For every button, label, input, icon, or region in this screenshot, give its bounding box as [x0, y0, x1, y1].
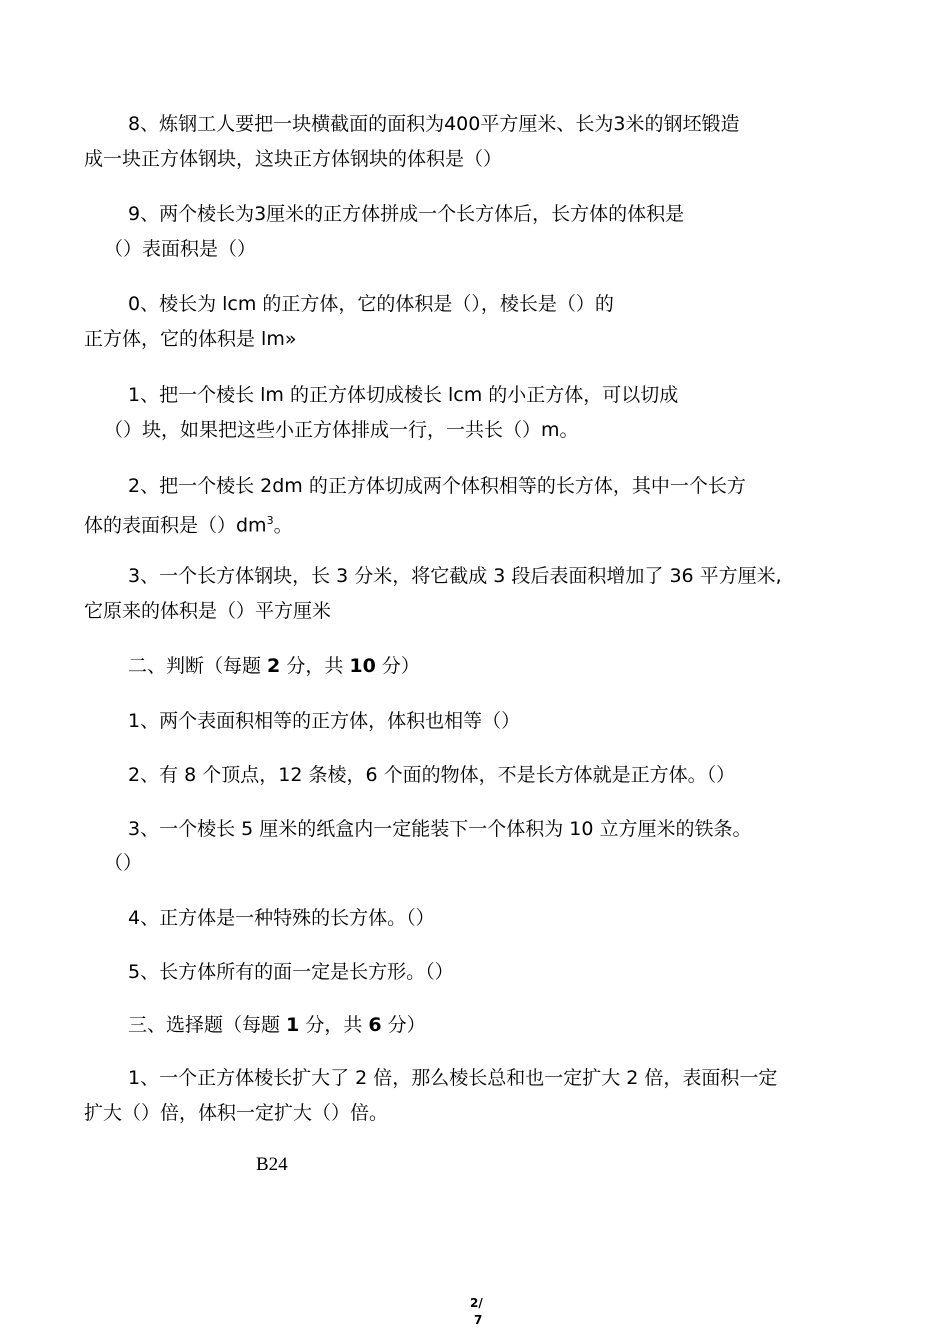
judge-item-4: 4、正方体是一种特殊的长方体。（）	[128, 907, 435, 929]
judge-item-2: 2、有 8 个顶点，12 条棱，6 个面的物体，不是长方体就是正方体。（）	[128, 764, 736, 786]
question-12-line-1: 2、把一个棱长 2dm 的正方体切成两个体积相等的长方体，其中一个长方	[128, 475, 746, 497]
question-12-line-2-text: 体的表面积是（）dm	[84, 514, 267, 537]
choice-heading-mid: 分，共	[299, 1014, 369, 1036]
choice-heading-total: 6	[368, 1014, 382, 1036]
judge-item-3: 3、一个棱长 5 厘米的纸盒内一定能装下一个体积为 10 立方厘米的铁条。	[128, 818, 752, 840]
choice-heading-post: 分）	[381, 1014, 426, 1036]
page-number-current: 2/	[470, 1296, 483, 1310]
question-9-line-2: （）表面积是（）	[104, 238, 257, 260]
question-13-line-2: 它原来的体积是（）平方厘米	[84, 600, 332, 622]
judge-item-3-blank: （）	[104, 852, 143, 874]
choice-question-1-line-2: 扩大（）倍，体积一定扩大（）倍。	[84, 1102, 389, 1124]
judge-heading-post: 分）	[375, 655, 420, 677]
choice-heading-points: 1	[286, 1014, 300, 1036]
question-8-line-2: 成一块正方体钢块，这块正方体钢块的体积是（）	[84, 148, 503, 170]
choice-options: B24	[256, 1154, 288, 1175]
cubic-superscript: 3	[266, 514, 274, 527]
question-12-line-2	[84, 509, 293, 537]
question-12-line-2-end: 。	[273, 514, 293, 537]
judge-heading-total: 10	[349, 655, 376, 677]
question-11-line-1: 1、把一个棱长 lm 的正方体切成棱长 lcm 的小正方体，可以切成	[128, 384, 679, 406]
choice-heading-pre: 三、选择题（每题	[128, 1014, 287, 1036]
question-10-line-2: 正方体，它的体积是 lm»	[84, 328, 297, 350]
question-10-line-1: 0、棱长为 lcm 的正方体，它的体积是（），棱长是（）的	[128, 293, 614, 315]
question-9-line-1: 9、两个棱长为3厘米的正方体拼成一个长方体后，长方体的体积是	[128, 203, 685, 225]
question-11-line-2: （）块，如果把这些小正方体排成一行，一共长（）m。	[104, 419, 579, 441]
question-13-line-1: 3、一个长方体钢块，长 3 分米，将它截成 3 段后表面积增加了 36 平方厘米,	[128, 565, 782, 587]
question-8-line-1: 8、炼钢工人要把一块横截面的面积为400平方厘米、长为3米的钢坯锻造	[128, 113, 740, 135]
choice-question-1-line-1: 1、一个正方体棱长扩大了 2 倍，那么棱长总和也一定扩大 2 倍，表面积一定	[128, 1067, 778, 1089]
page-number-total: 7	[474, 1313, 483, 1327]
judge-item-1: 1、两个表面积相等的正方体，体积也相等（）	[128, 710, 521, 732]
judge-section-heading	[128, 654, 420, 678]
judge-heading-points: 2	[267, 655, 281, 677]
choice-section-heading	[128, 1013, 426, 1037]
judge-heading-pre: 二、判断（每题	[128, 655, 268, 677]
judge-item-5: 5、长方体所有的面一定是长方形。（）	[128, 961, 454, 983]
judge-heading-mid: 分，共	[280, 655, 350, 677]
